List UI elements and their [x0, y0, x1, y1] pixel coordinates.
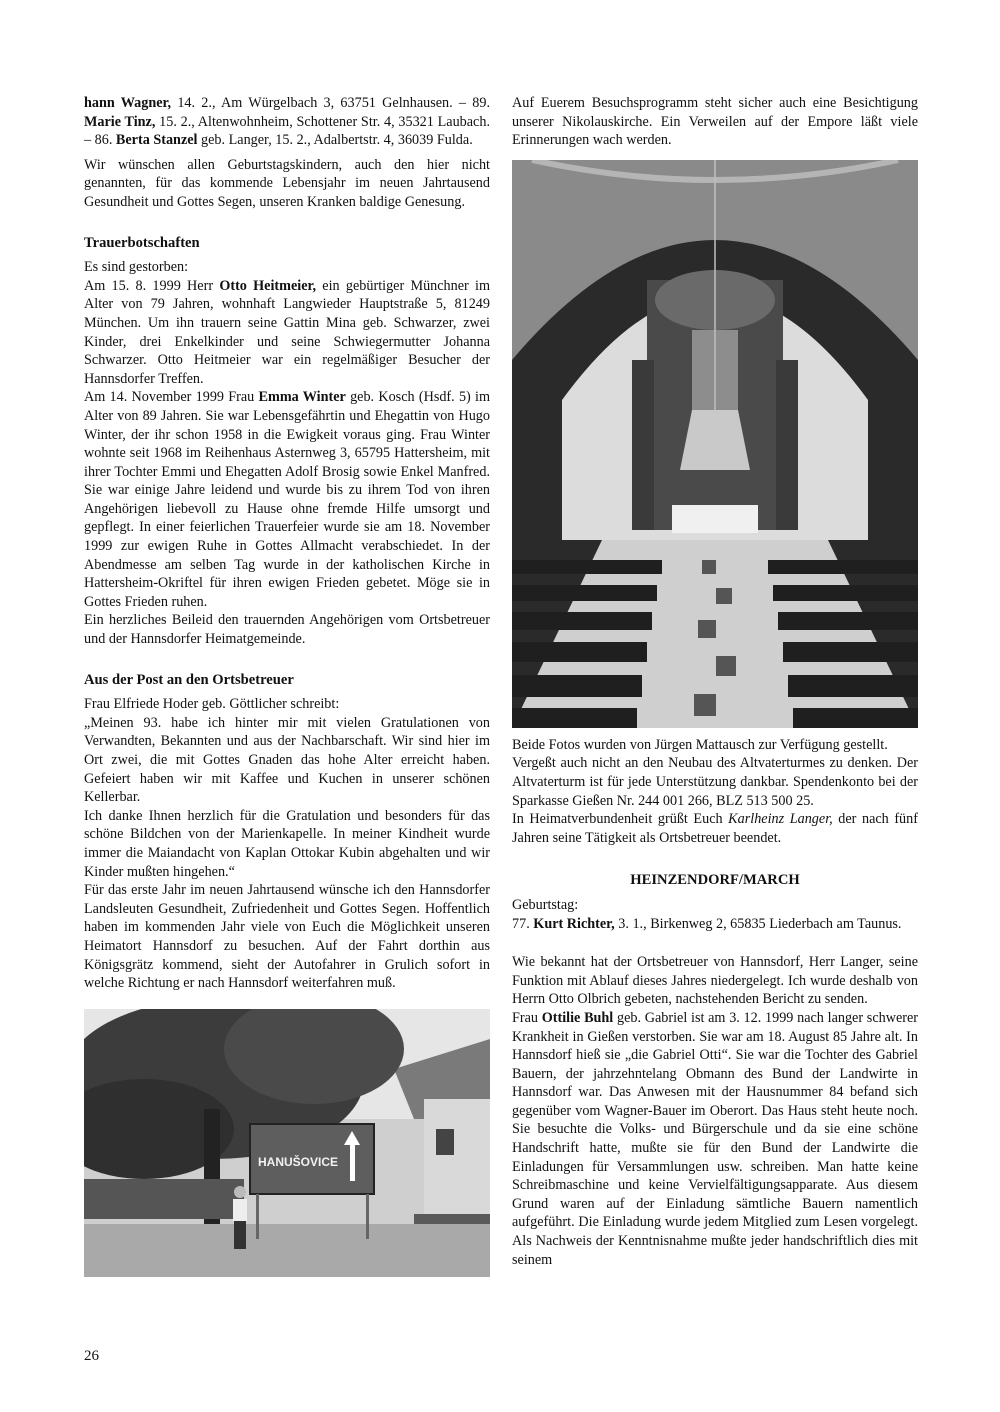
- right-column: [512, 94, 918, 1269]
- church-visit-note: Auf Euerem Besuchsprogramm steht sicher auch eine Besichtigung unserer Nikolauskirche. Ein Verweilen auf der Empore läßt viele Erinnerungen wach werden.: [512, 95, 918, 149]
- obituary-buhl: Frau Ottilie Buhl geb. Gabriel ist am 3. 12. 1999 nach langer schwerer Krankheit in Gießen verstorben. Sie war am 18. August 85 Jahre alt. In Hannsdorf hieß sie „die Gabriel Otti“. Sie war die Tochter des Gabriel Bauern, der jahrzehntelang Obmann des Bund der Landwirte in Hannsdorf war. Das Anwesen mit der Hausnummer 84 befand sich gegenüber vom Wagner-Bauer im Oberort. Das Haus steht heute noch. Sie besuchte die Volks- und Bürgerschule und da sie eine schöne Handschrift hatte, mußte sie für den Bund der Landwirte die Einladungen für Versammlungen usw. schreiben. Man hatte keine Schreibmaschine und keine Vervielfältigungsapparate. Aus diesem Grund waren auf der Einladung sämtliche Bauern namentlich aufgeführt. Die Einladung wurde jedem Mitglied zum Lesen vorgelegt. Als Nachweis der Kenntnisnahme mußte jeder handschriftlich dies mit seinem: [512, 1009, 918, 1268]
- birthday-richter: 77. Kurt Richter, 3. 1., Birkenweg 2, 65835 Liederbach am Taunus.: [512, 915, 902, 932]
- report-intro: Wie bekannt hat der Ortsbetreuer von Hannsdorf, Herr Langer, seine Funktion mit Ablauf dieses Jahres niedergelegt. Ich wurde deshalb von Herrn Otto Olbrich gebeten, nachstehenden Bericht zu senden.: [512, 954, 918, 1008]
- farewell: In Heimatverbundenheit grüßt Euch Karlheinz Langer, der nach fünf Jahren seine Tätigkeit als Ortsbetreuer beendet.: [512, 811, 918, 846]
- mail-heading: Aus der Post an den Ortsbetreuer: [84, 671, 294, 688]
- mail-intro: Frau Elfriede Hoder geb. Göttlicher schreibt:: [84, 696, 340, 713]
- birthday-label: Geburtstag:: [512, 896, 579, 913]
- mourning-heading: Trauerbotschaften: [84, 234, 200, 251]
- church-interior-photo: [512, 160, 918, 728]
- letter-thanks: Ich danke Ihnen herzlich für die Gratulation und besonders für das schöne Bildchen von der Marienkapelle. In meiner Kindheit wurde immer die Maiandacht von Kaplan Ottokar Kubin abgehalten und wir Kinder mußten hingehen.“: [84, 807, 490, 880]
- altvaterturm-appeal: Vergeßt auch nicht an den Neubau des Altvaterturmes zu denken. Der Altvaterturm ist für jede Unterstützung dankbar. Spendenkonto bei der Sparkasse Gießen Nr. 244 001 266, BLZ 513 500 25.: [512, 755, 918, 809]
- hanusovice-sign-photo: [84, 1009, 490, 1277]
- birthday-wishes: Wir wünschen allen Geburtstagskindern, auch den hier nicht genannten, für das kommende Lebensjahr im neuen Jahrtausend Gesundheit und Gottes Segen, unseren Kranken baldige Genesung.: [84, 156, 490, 210]
- left-column: [84, 94, 490, 1277]
- obituary-heitmeier: Am 15. 8. 1999 Herr Otto Heitmeier, ein gebürtiger Münchner im Alter von 79 Jahren, wohnhaft Langwieder Hauptstraße 5, 81249 München. Um ihn trauern seine Gattin Mina geb. Schwarzer, zwei Kinder, drei Enkelkinder und seine Schwiegermutter Johanna Schwarzer. Otto Heitmeier war ein regelmäßiger Besucher der Hannsdorfer Treffen.: [84, 277, 490, 387]
- mourning-intro: Es sind gestorben:: [84, 259, 189, 276]
- photo-credit: Beide Fotos wurden von Jürgen Mattausch zur Verfügung gestellt.: [512, 736, 888, 753]
- page-number: 26: [84, 1348, 99, 1364]
- letter-quote: „Meinen 93. habe ich hinter mir mit vielen Gratulationen von Verwandten, Bekannten und aus der Nachbarschaft. Wir sind hier im Ort zwei, die mit Gottes Gnaden das hohe Alter erreicht haben. Gefeiert haben wir mit Kaffee und Kuchen in unserer schönen Kellerbar.: [84, 714, 490, 806]
- obituary-winter: Am 14. November 1999 Frau Emma Winter geb. Kosch (Hsdf. 5) im Alter von 89 Jahren. Sie war Lebensgefährtin und Ehegattin von Hugo Winter, der ihr schon 1958 in die Ewigkeit voraus ging. Frau Winter wohnte seit 1968 im Reihenhaus Asternweg 3, 65795 Hattersheim, mit ihrer Tochter Emmi und Ehegatten Adolf Brosig sowie Enkel Manfred. Sie war einige Jahre leidend und wurde bis zu ihrem Tod von ihren Angehörigen liebevoll zu Hause ohne fremde Hilfe umsorgt und gepflegt. In einer feierlichen Trauerfeier wurde sie am 18. November 1999 zur ewigen Ruhe in Gottes Allmacht verabschiedet. In der Abendmesse am selben Tag wurde in der katholischen Kirche in Hattersheim-Okriftel für ihren ewigen Frieden gebetet. Möge sie in Gottes Frieden ruhen.: [84, 389, 490, 610]
- letter-wish: Für das erste Jahr im neuen Jahrtausend wünsche ich den Hannsdorfer Landsleuten Gesundheit, Zufriedenheit und Gottes Segen. Hoffentlich haben im kommenden Jahr viele von Euch die Möglichkeit unseren Heimatort Hannsdorf zu besuchen. Auf der Fahrt dorthin aus Königsgrätz kommend, sieht der Autofahrer in Grulich sofort in welche Richtung er nach Hannsdorf weiterfahren muß.: [84, 882, 490, 992]
- sign-text: HANUŠOVICE: [258, 1154, 339, 1169]
- condolence: Ein herzliches Beileid den trauernden Angehörigen vom Ortsbetreuer und der Hannsdorfer Heimatgemeinde.: [84, 612, 490, 648]
- heinzendorf-heading: HEINZENDORF/MARCH: [630, 872, 800, 889]
- birthday-list-continuation: hann Wagner, 14. 2., Am Würgelbach 3, 63751 Gelnhausen. – 89. Marie Tinz, 15. 2., Altenwohnheim, Schottener Str. 4, 35321 Laubach. – 86. Berta Stanzel geb. Langer, 15. 2., Adalbertstr. 4, 36039 Fulda.: [84, 95, 490, 149]
